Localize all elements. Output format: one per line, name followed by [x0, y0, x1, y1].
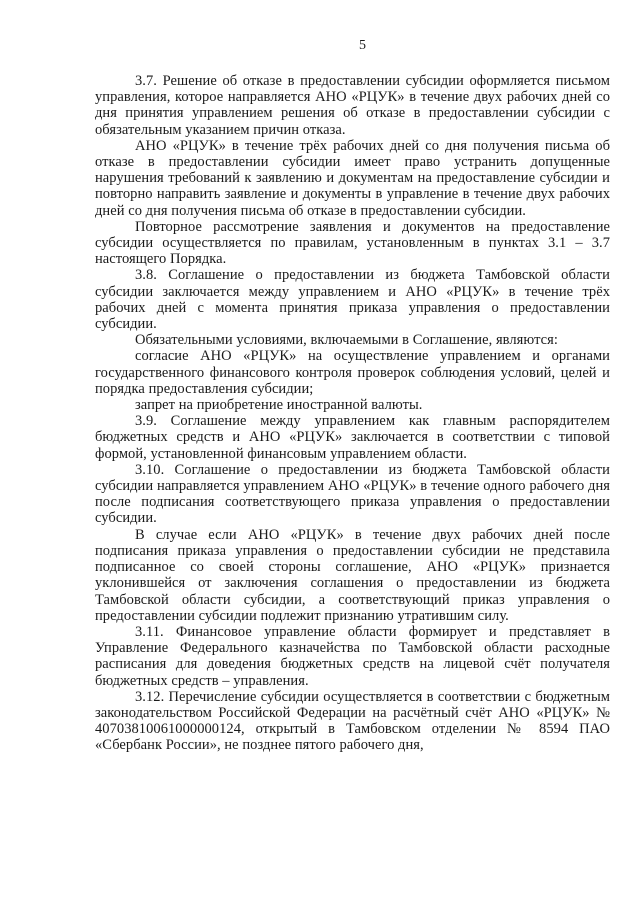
paragraph-mandatory-conditions: Обязательными условиями, включаемыми в Соглашение, являются:	[135, 332, 558, 349]
paragraph-3-11: 3.11. Финансовое управление области формирует и представляет в Управление Федерального казначейства по Тамбовской области расходные расписания для доведения бюджетных средств на лицевой счёт получателя бюджетных средств – управления.	[95, 623, 610, 689]
paragraph-repeat-review: Повторное рассмотрение заявления и документов на предоставление субсидии осуществляется по правилам, установленным в пунктах 3.1 – 3.7 настоящего Порядка.	[95, 218, 610, 268]
paragraph-3-12: 3.12. Перечисление субсидии осуществляется в соответствии с бюджетным законодательством Российской Федерации на расчётный счёт АНО «РЦУК» № 40703810061000000124, открытый в Тамбовском отделении № 8594 ПАО «Сбербанк России», не позднее пятого рабочего дня,	[95, 688, 610, 754]
page-number: 5	[359, 38, 366, 53]
paragraph-3-7: 3.7. Решение об отказе в предоставлении субсидии оформляется письмом управления, которое направляется АНО «РЦУК» в течение двух рабочих дней со дня принятия управлением решения об отказе в предоставлении субсидии с обязательным указанием причин отказа.	[95, 73, 610, 138]
paragraph-3-8: 3.8. Соглашение о предоставлении из бюджета Тамбовской области субсидии заключается между управлением и АНО «РЦУК» в течение трёх рабочих дней с момента принятия приказа управления о предоставлении субсидии.	[95, 267, 610, 333]
paragraph-condition-currency-ban: запрет на приобретение иностранной валюты.	[135, 397, 423, 414]
paragraph-condition-consent: согласие АНО «РЦУК» на осуществление управлением и органами государственного финансового контроля проверок соблюдения условий, целей и порядка предоставления субсидии;	[95, 348, 610, 397]
paragraph-resubmission-right: АНО «РЦУК» в течение трёх рабочих дней со дня получения письма об отказе в предоставлении субсидии имеет право устранить допущенные нарушения требований к заявлению и документам на предоставление субсидии и повторно направить заявление и документы в управление в течение двух рабочих дней со дня получения письма об отказе в предоставлении субсидии.	[95, 137, 610, 219]
paragraph-3-9: 3.9. Соглашение между управлением как главным распорядителем бюджетных средств и АНО «РЦУК» заключается в соответствии с типовой формой, установленной финансовым управлением области.	[95, 413, 610, 462]
paragraph-evasion: В случае если АНО «РЦУК» в течение двух рабочих дней после подписания приказа управления о предоставлении субсидии не представила подписанное со своей стороны соглашение, АНО «РЦУК» признается уклонившейся от заключения соглашения о предоставлении из бюджета Тамбовской области субсидии, а соответствующий приказ управления о предоставлении субсидии подлежит признанию утратившим силу.	[95, 526, 610, 624]
document-page	[95, 38, 610, 754]
paragraph-3-10: 3.10. Соглашение о предоставлении из бюджета Тамбовской области субсидии направляется управлением АНО «РЦУК» в течение одного рабочего дня после подписания соответствующего приказа управления о предоставлении субсидии.	[95, 461, 610, 527]
